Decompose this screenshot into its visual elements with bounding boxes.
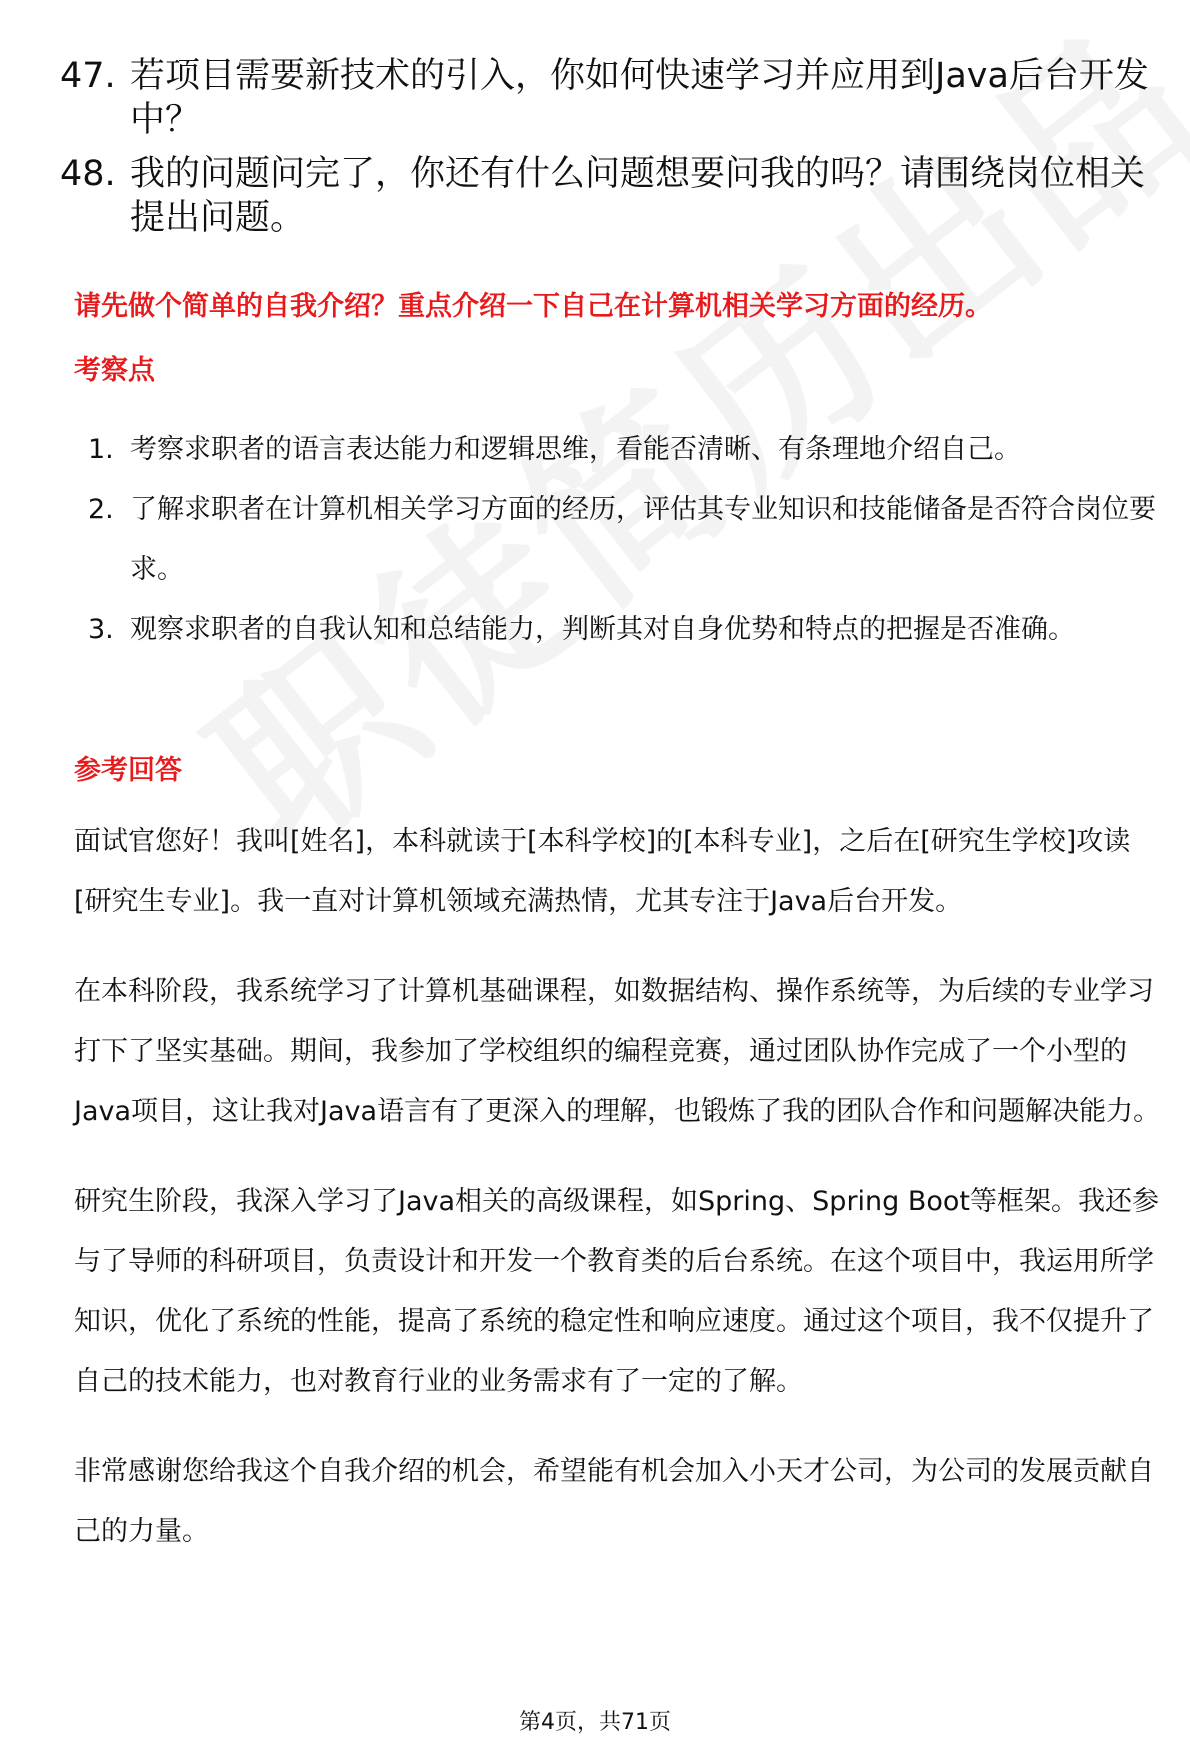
question-list xyxy=(60,54,1160,250)
answer-paragraph: 在本科阶段，我系统学习了计算机基础课程，如数据结构、操作系统等，为后续的专业学习打下了坚实基础。期间，我参加了学校组织的编程竞赛，通过团队协作完成了一个小型的Java项目，这让我对Java语言有了更深入的理解，也锻炼了我的团队合作和问题解决能力。 xyxy=(74,976,1161,1127)
checkpoint-item xyxy=(88,420,1163,480)
checkpoint-text: 了解求职者在计算机相关学习方面的经历，评估其专业知识和技能储备是否符合岗位要求。 xyxy=(130,494,1156,585)
checkpoints-title: 考察点 xyxy=(74,355,155,386)
answer-title: 参考回答 xyxy=(74,755,182,786)
checkpoint-list xyxy=(88,420,1163,660)
answer-paragraph: 非常感谢您给我这个自我介绍的机会，希望能有机会加入小天才公司，为公司的发展贡献自己的力量。 xyxy=(74,1456,1154,1547)
checkpoint-text: 观察求职者的自我认知和总结能力，判断其对自身优势和特点的把握是否准确。 xyxy=(130,614,1075,645)
checkpoint-number: 2. xyxy=(88,494,114,525)
page-footer: 第4页，共71页 xyxy=(519,1710,671,1735)
answer-body xyxy=(74,812,1164,1592)
answer-paragraph: 研究生阶段，我深入学习了Java相关的高级课程，如Spring、Spring Boot等框架。我还参与了导师的科研项目，负责设计和开发一个教育类的后台系统。在这个项目中，我运用所学知识，优化了系统的性能，提高了系统的稳定性和响应速度。通过这个项目，我不仅提升了自己的技术能力，也对教育行业的业务需求有了一定的了解。 xyxy=(74,1186,1160,1397)
checkpoint-number: 1. xyxy=(88,434,114,465)
question-text: 若项目需要新技术的引入，你如何快速学习并应用到Java后台开发中？ xyxy=(130,56,1149,140)
checkpoint-item xyxy=(88,600,1163,660)
checkpoint-item xyxy=(88,480,1163,600)
question-item xyxy=(60,152,1160,240)
checkpoint-number: 3. xyxy=(88,614,114,645)
question-text: 我的问题问完了，你还有什么问题想要问我的吗？请围绕岗位相关提出问题。 xyxy=(130,154,1146,238)
question-number: 47. xyxy=(60,56,116,96)
checkpoint-text: 考察求职者的语言表达能力和逻辑思维，看能否清晰、有条理地介绍自己。 xyxy=(130,434,1021,465)
main-question-heading: 请先做个简单的自我介绍？重点介绍一下自己在计算机相关学习方面的经历。 xyxy=(74,291,992,322)
answer-paragraph: 面试官您好！我叫[姓名]，本科就读于[本科学校]的[本科专业]，之后在[研究生学校]攻读[研究生专业]。我一直对计算机领域充满热情，尤其专注于Java后台开发。 xyxy=(74,826,1131,917)
question-number: 48. xyxy=(60,154,116,194)
question-item xyxy=(60,54,1160,142)
